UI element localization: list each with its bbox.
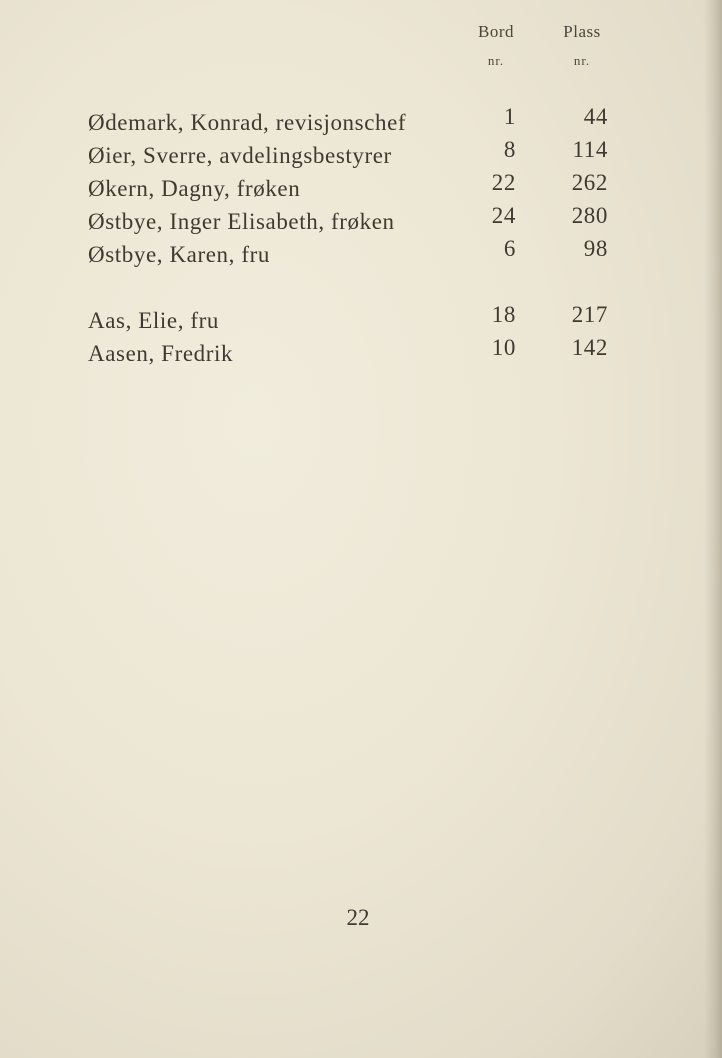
seat-number: 44 [583, 104, 608, 129]
list-item [0, 170, 722, 210]
list-item [0, 104, 722, 144]
column-header-plass-sub: nr. [573, 53, 591, 68]
table-number: 24 [491, 203, 516, 228]
list-item [0, 302, 722, 342]
seat-number: 114 [572, 137, 608, 162]
column-header-bord-label: Bord [478, 22, 514, 41]
guest-name: Ødemark, Konrad, revisjonschef [88, 110, 407, 135]
table-number: 6 [503, 236, 516, 261]
guest-name: Aas, Elie, fru [88, 308, 220, 333]
seat-number: 280 [571, 203, 608, 228]
seat-number: 142 [571, 335, 608, 360]
seat-number: 98 [583, 236, 608, 261]
guest-name: Østbye, Karen, fru [88, 242, 270, 267]
guest-name: Øier, Sverre, avdelingsbestyrer [88, 143, 392, 168]
guest-name: Aasen, Fredrik [88, 341, 234, 366]
table-number: 8 [503, 137, 516, 162]
column-header-plass-label: Plass [563, 22, 601, 41]
page-number: 22 [346, 905, 370, 930]
guest-name: Økern, Dagny, frøken [88, 176, 301, 201]
list-item [0, 137, 722, 177]
table-number: 22 [491, 170, 516, 195]
seat-number: 217 [571, 302, 608, 327]
column-header-plass [552, 22, 612, 69]
seat-number: 262 [571, 170, 608, 195]
column-header-bord-sub: nr. [487, 53, 505, 68]
list-item [0, 203, 722, 243]
table-number: 10 [491, 335, 516, 360]
column-header-bord [468, 22, 524, 69]
list-item [0, 236, 722, 276]
guest-name: Østbye, Inger Elisabeth, frøken [88, 209, 395, 234]
list-item [0, 335, 722, 375]
table-number: 18 [491, 302, 516, 327]
table-number: 1 [503, 104, 516, 129]
